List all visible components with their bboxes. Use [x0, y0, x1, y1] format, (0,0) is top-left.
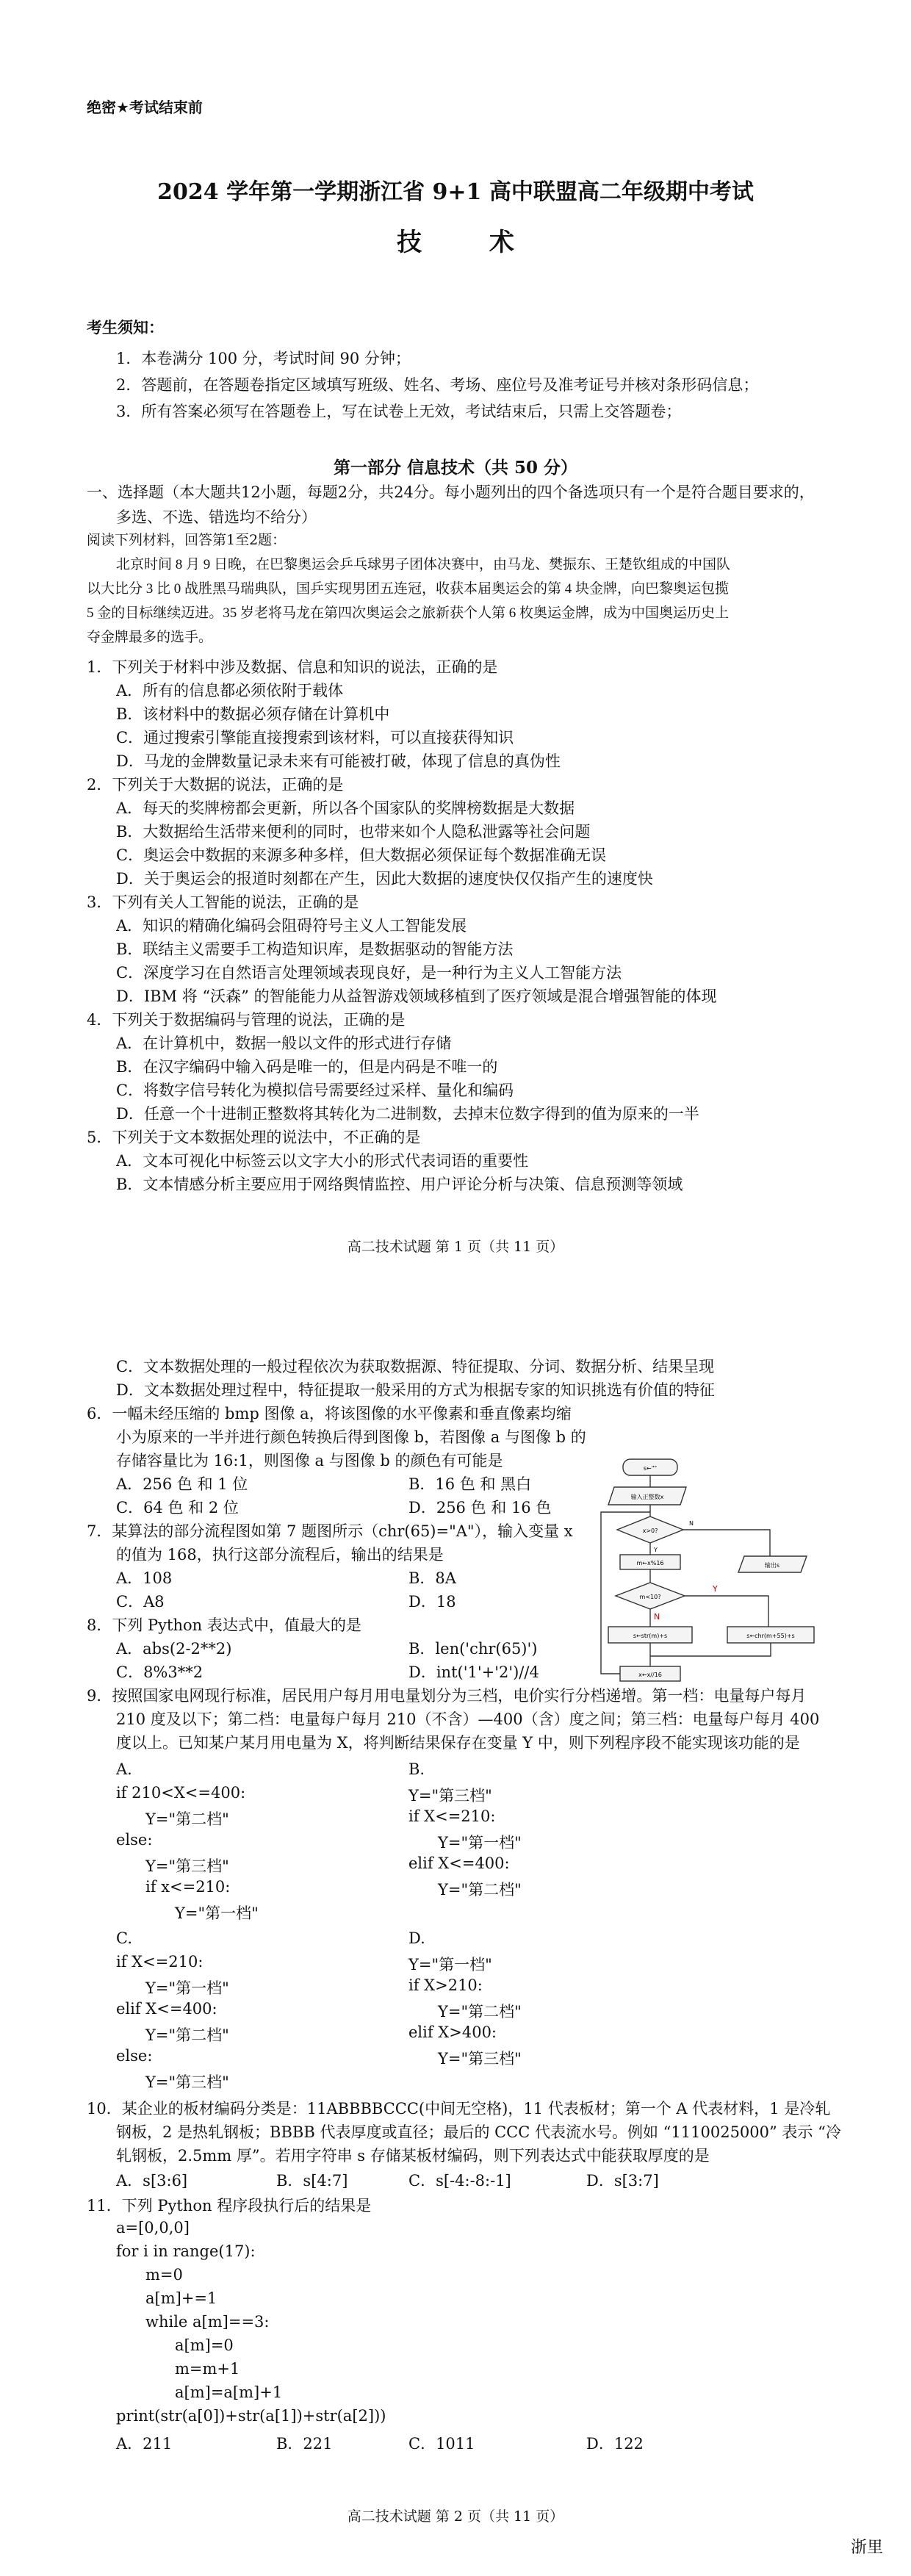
code-line: a[m]+=1: [145, 2289, 217, 2307]
part1-title: 第一部分 信息技术（共 50 分）: [333, 458, 578, 478]
code-line: Y="第三档": [438, 2050, 522, 2068]
question-5: 5．下列关于文本数据处理的说法中，不正确的是: [87, 1129, 421, 1146]
page-footer: 高二技术试题 第 2 页（共 11 页）: [347, 2508, 564, 2525]
code-line: else:: [116, 2047, 153, 2065]
flow-label-n-red: N: [654, 1612, 660, 1622]
question-11: 11．下列 Python 程序段执行后的结果是: [87, 2197, 372, 2215]
option: B．文本情感分析主要应用于网络舆情监控、用户评论分析与决策、信息预测等领域: [116, 1176, 683, 1193]
option: A．文本可视化中标签云以文字大小的形式代表词语的重要性: [116, 1152, 529, 1170]
page-footer: 高二技术试题 第 1 页（共 11 页）: [347, 1239, 564, 1255]
material-line: 夺金牌最多的选手。: [87, 630, 213, 645]
option: D．256 色 和 16 色: [408, 1499, 552, 1517]
option: C．s[-4:-8:-1]: [408, 2172, 511, 2190]
option: D．IBM 将 “沃森” 的智能能力从益智游戏领域移植到了医疗领域是混合增强智能的体现: [116, 987, 717, 1005]
code-line: if x<=210:: [145, 1878, 231, 1896]
question-6-cont: 小为原来的一半并进行颜色转换后得到图像 b，若图像 a 与图像 b 的: [116, 1428, 586, 1446]
section-intro-cont: 多选、不选、错选均不给分）: [116, 508, 317, 526]
option: B．联结主义需要手工构造知识库，是数据驱动的智能方法: [116, 940, 514, 958]
option-label: D.: [408, 1929, 425, 1947]
option: B．221: [276, 2435, 333, 2453]
option: D．任意一个十进制正整数将其转化为二进制数，去掉末位数字得到的值为原来的一半: [116, 1105, 699, 1123]
option: A．s[3:6]: [116, 2172, 188, 2190]
option: D．关于奥运会的报道时刻都在产生，因此大数据的速度快仅仅指产生的速度快: [116, 870, 653, 888]
flow-start-text: s←"": [643, 1465, 658, 1472]
flow-cond1-text: x>0?: [642, 1528, 658, 1534]
code-line: Y="第三档": [145, 1857, 229, 1875]
option-label: C.: [116, 1929, 132, 1947]
flow-arrow: [650, 1643, 771, 1656]
code-line: Y="第一档": [175, 1904, 259, 1922]
flow-input-text: 输入正整数x: [630, 1494, 664, 1500]
code-line: a=[0,0,0]: [116, 2219, 190, 2237]
flow-arrow: [685, 1596, 768, 1627]
option: B．8A: [408, 1569, 456, 1587]
option: B．大数据给生活带来便利的同时，也带来如个人隐私泄露等社会问题: [116, 823, 591, 841]
option: C．深度学习在自然语言处理领域表现良好，是一种行为主义人工智能方法: [116, 964, 622, 982]
option: A．每天的奖牌榜都会更新，所以各个国家队的奖牌榜数据是大数据: [116, 799, 575, 817]
code-line: elif X<=400:: [116, 2000, 217, 2018]
subject-title: 技 术: [397, 228, 544, 257]
code-line: elif X>400:: [408, 2023, 497, 2041]
code-line: a[m]=a[m]+1: [175, 2383, 283, 2401]
option: B．该材料中的数据必须存储在计算机中: [116, 705, 390, 723]
code-line: Y="第二档": [145, 1810, 229, 1828]
flow-update-text: x←x//16: [638, 1672, 662, 1678]
material-line: 5 金的目标继续迈进。35 岁老将马龙在第四次奥运会之旅新获个人第 6 枚奥运金牌，成为中国奥运历史上: [87, 605, 730, 621]
option: D．s[3:7]: [586, 2172, 659, 2190]
option: D．马龙的金牌数量记录未来有可能被打破，体现了信息的真伪性: [116, 752, 561, 770]
question-4: 4．下列关于数据编码与管理的说法，正确的是: [87, 1011, 406, 1029]
code-line: if X<=210:: [116, 1953, 204, 1971]
flow-step1-text: m←x%16: [636, 1560, 664, 1566]
code-line: if 210<X<=400:: [116, 1784, 246, 1802]
option: C．奥运会中数据的来源多种多样，但大数据必须保证每个数据准确无误: [116, 846, 607, 864]
code-line: a[m]=0: [175, 2336, 234, 2354]
notes-heading: 考生须知：: [87, 318, 164, 337]
material-line: 以大比分 3 比 0 战胜黑马瑞典队，国乒实现男团五连冠，收获本届奥运会的第 4 块金牌，向巴黎奥运包揽: [87, 581, 730, 597]
code-line: Y="第一档": [438, 1834, 522, 1852]
code-line: m=m+1: [175, 2360, 240, 2378]
option: B．16 色 和 黑白: [408, 1475, 532, 1493]
option: C．通过搜索引擎能直接搜索到该材料，可以直接获得知识: [116, 729, 514, 746]
material-intro: 阅读下列材料，回答第1至2题：: [87, 532, 287, 548]
option: A．256 色 和 1 位: [116, 1475, 248, 1493]
code-line: for i in range(17):: [116, 2242, 256, 2260]
note-item: 3．所有答案必须写在答题卷上，写在试卷上无效，考试结束后，只需上交答题卷；: [116, 403, 682, 420]
flow-output-text: 输出s: [764, 1562, 780, 1569]
question-7: 7．某算法的部分流程图如第 7 题图所示（chr(65)="A"），输入变量 x: [87, 1522, 573, 1540]
option: D．122: [586, 2435, 644, 2453]
question-8: 8．下列 Python 表达式中，值最大的是: [87, 1616, 361, 1634]
option: C．8%3**2: [116, 1663, 204, 1681]
code-line: else:: [116, 1831, 153, 1849]
code-line: print(str(a[0])+str(a[1])+str(a[2])): [116, 2407, 386, 2425]
code-line: Y="第二档": [438, 2003, 522, 2021]
question-6-cont: 存储容量比为 16:1，则图像 a 与图像 b 的颜色有可能是: [116, 1452, 503, 1469]
code-line: elif X<=400:: [408, 1854, 510, 1872]
question-3: 3．下列有关人工智能的说法，正确的是: [87, 893, 359, 911]
option-label: A.: [116, 1760, 132, 1778]
question-10-cont: 轧钢板，2.5mm 厚”。若用字符串 s 存储某板材编码，则下列表达式中能获取厚度的是: [116, 2147, 710, 2165]
section-intro: 一、选择题（本大题共12小题，每题2分，共24分。每小题列出的四个备选项只有一个是符合题目要求的，: [87, 483, 815, 501]
question-2: 2．下列关于大数据的说法，正确的是: [87, 776, 344, 794]
option-label: B.: [408, 1760, 425, 1778]
code-line: Y="第三档": [145, 2073, 229, 2091]
question-10-cont: 钢板，2 是热轧钢板；BBBB 代表厚度或直径；最后的 CCC 代表流水号。例如 “1110025000” 表示 “冷: [116, 2123, 841, 2141]
reading-material: [87, 553, 829, 650]
option: C．1011: [408, 2435, 475, 2453]
option: A．知识的精确化编码会阻碍符号主义人工智能发展: [116, 917, 467, 935]
option: B．len('chr(65)'): [408, 1640, 538, 1658]
option: A．108: [116, 1569, 173, 1587]
question-10: 10．某企业的板材编码分类是：11ABBBBCCC(中间无空格)，11 代表板材；第一个 A 代表材料，1 是冷轧: [87, 2100, 831, 2118]
corner-signature: 浙里: [850, 2539, 883, 2557]
question-7-cont: 的值为 168，执行这部分流程后，输出的结果是: [116, 1546, 444, 1564]
option: C．64 色 和 2 位: [116, 1499, 239, 1517]
confidential-mark: 绝密★考试结束前: [87, 98, 203, 116]
flow-right-text: s←chr(m+55)+s: [746, 1633, 795, 1639]
code-line: Y="第二档": [438, 1881, 522, 1899]
flow-left-text: s←str(m)+s: [633, 1633, 668, 1639]
flow-label-n: N: [689, 1520, 694, 1527]
option: A．所有的信息都必须依附于载体: [116, 682, 344, 699]
code-line: Y="第一档": [408, 1956, 492, 1974]
option: A．abs(2-2**2): [116, 1640, 232, 1658]
option: A．在计算机中，数据一般以文件的形式进行存储: [116, 1035, 452, 1052]
code-line: if X<=210:: [408, 1807, 496, 1825]
question-9-cont: 210 度及以下；第二档：电量每户每月 210（不含）—400（含）度之间；第三档：电量每户每月 400: [116, 1710, 820, 1728]
exam-title: 2024 学年第一学期浙江省 9+1 高中联盟高二年级期中考试: [157, 179, 754, 205]
option: C．将数字信号转化为模拟信号需要经过采样、量化和编码: [116, 1082, 514, 1099]
option: D．int('1'+'2')//4: [408, 1663, 539, 1681]
option: C．文本数据处理的一般过程依次为获取数据源、特征提取、分词、数据分析、结果呈现: [116, 1358, 715, 1375]
page-2: [0, 1293, 911, 2576]
code-line: while a[m]==3:: [145, 2313, 270, 2331]
flowchart-q7: [594, 1453, 839, 1715]
code-line: Y="第三档": [408, 1787, 492, 1805]
flow-label-y-red: Y: [713, 1584, 718, 1594]
code-line: if X>210:: [408, 1976, 483, 1994]
code-line: Y="第一档": [145, 1979, 229, 1997]
code-line: Y="第二档": [145, 2026, 229, 2044]
flow-arrow: [683, 1530, 770, 1556]
question-9: 9．按照国家电网现行标准，居民用户每月用电量划分为三档，电价实行分档递增。第一档：电量每户每月: [87, 1687, 807, 1705]
question-1: 1．下列关于材料中涉及数据、信息和知识的说法，正确的是: [87, 658, 498, 676]
note-item: 1．本卷满分 100 分，考试时间 90 分钟；: [116, 350, 411, 367]
code-line: m=0: [145, 2266, 183, 2284]
flow-cond2-text: m<10?: [639, 1594, 661, 1600]
option: B．s[4:7]: [276, 2172, 348, 2190]
question-6: 6．一幅未经压缩的 bmp 图像 a，将该图像的水平像素和垂直像素均缩: [87, 1405, 572, 1422]
option: D．18: [408, 1593, 456, 1611]
flow-label-y: Y: [654, 1547, 658, 1553]
option: B．在汉字编码中输入码是唯一的，但是内码是不唯一的: [116, 1058, 498, 1076]
option: C．A8: [116, 1593, 165, 1611]
material-line: 北京时间 8 月 9 日晚，在巴黎奥运会乒乓球男子团体决赛中，由马龙、樊振东、王楚钦组成的中国队: [116, 557, 731, 572]
note-item: 2．答题前，在答题卷指定区域填写班级、姓名、考场、座位号及准考证号并核对条形码信息；: [116, 376, 759, 394]
option: A．211: [116, 2435, 173, 2453]
option: D．文本数据处理过程中，特征提取一般采用的方式为根据专家的知识挑选有价值的特征: [116, 1381, 715, 1399]
question-9-cont: 度以上。已知某户某月用电量为 X，将判断结果保存在变量 Y 中，则下列程序段不能实现该功能的是: [116, 1734, 800, 1752]
